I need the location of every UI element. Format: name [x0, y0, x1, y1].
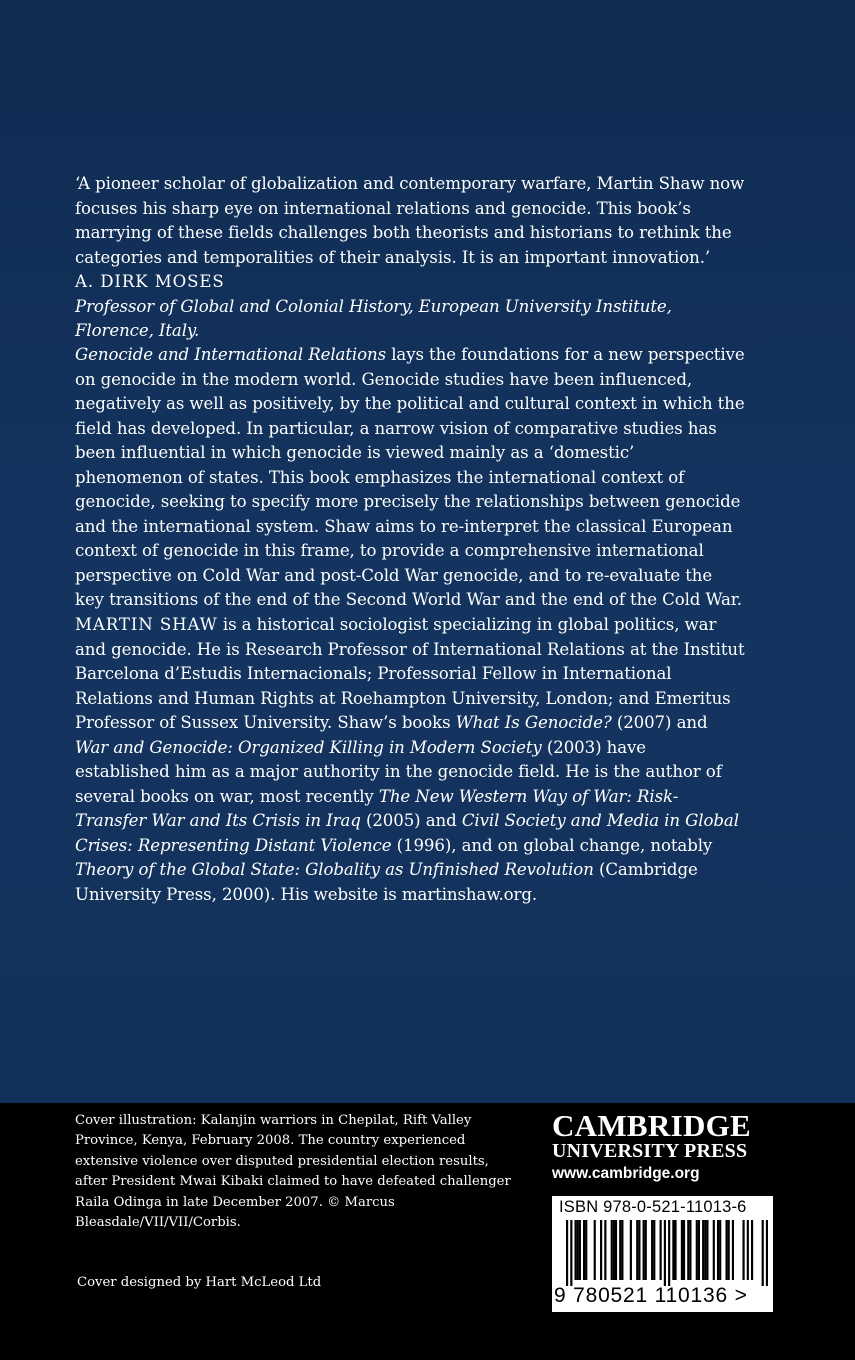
barcode-bar: [604, 1220, 606, 1280]
isbn-label: ISBN 978-0-521-11013-6: [559, 1198, 747, 1216]
barcode-bar: [704, 1220, 706, 1280]
barcode-bar: [762, 1220, 764, 1286]
bio-text-5: (1996), and on global change, notably: [391, 835, 713, 855]
barcode-bar: [766, 1220, 768, 1286]
publisher-logo: [552, 1109, 776, 1183]
book-title: Genocide and International Relations: [75, 345, 387, 364]
barcode-bar: [566, 1220, 568, 1286]
barcode-bar: [583, 1220, 585, 1280]
barcode-bar: [630, 1220, 632, 1280]
barcode-bar: [687, 1220, 689, 1280]
barcode-bar: [585, 1220, 587, 1280]
barcode-bar: [696, 1220, 698, 1280]
book-description: [75, 343, 745, 613]
barcode-digits: 9 780521 110136 >: [554, 1284, 748, 1307]
cover-lower-panel: [0, 1103, 855, 1360]
barcode-bar: [600, 1220, 602, 1280]
barcode-bar: [570, 1220, 572, 1286]
bio-book-2: War and Genocide: Organized Killing in Modern Society: [75, 737, 542, 757]
barcode-bar: [636, 1220, 638, 1280]
bio-text-4: (2005) and: [360, 811, 462, 830]
barcode-bar: [579, 1220, 581, 1280]
barcode-bar: [732, 1220, 734, 1280]
bio-book-5: Theory of the Global State: Globality as Unfinished Revolution: [75, 860, 594, 879]
bio-text-6: (Cambridge University Press, 2000). His website is martinshaw.org.: [75, 860, 698, 904]
endorsement-quote: ‘A pioneer scholar of globalization and contemporary warfare, Martin Shaw now focuses his sharp eye on international relations and genocide. This book’s marrying of these fields challenges both theorists and historians to rethink the categories and temporalities of their analysis. It is an important innovation.’: [75, 174, 745, 267]
barcode-bar: [651, 1220, 653, 1280]
barcode-bar: [681, 1220, 683, 1280]
barcode-bar: [653, 1220, 655, 1280]
barcode-bars: [566, 1220, 768, 1286]
endorsement-author: A. DIRK MOSES: [75, 272, 225, 291]
cover-illustration-credit: Cover illustration: Kalanjin warriors in Chepilat, Rift Valley Province, Kenya, February 2008. The country experienced extensive violence over disputed presidential election results, after President Mwai Kibaki claimed to have defeated challenger Raila Odinga in late December 2007. © Marcus Bleasdale/VII/VII/Corbis.: [75, 1113, 511, 1231]
publisher-website: www.cambridge.org: [552, 1165, 700, 1182]
endorsement: [75, 172, 745, 344]
barcode-bar: [698, 1220, 700, 1280]
publisher-subtitle: UNIVERSITY PRESS: [552, 1140, 748, 1162]
barcode-bar: [660, 1220, 662, 1280]
barcode-bar: [689, 1220, 691, 1280]
barcode-bar: [742, 1220, 744, 1280]
bio-book-4: Civil Society and Media in Global Crises: Representing Distant Violence: [75, 811, 739, 855]
publisher-name: CAMBRIDGE: [552, 1108, 752, 1143]
barcode-bar: [702, 1220, 704, 1280]
barcode-bar: [683, 1220, 685, 1280]
author-bio: [75, 613, 745, 907]
barcode-bar: [611, 1220, 613, 1280]
barcode-bar: [643, 1220, 645, 1280]
barcode-bar: [706, 1220, 708, 1280]
barcode-bar: [619, 1220, 621, 1280]
barcode-bar: [645, 1220, 647, 1280]
barcode-bar: [672, 1220, 674, 1280]
bio-book-3: The New Western Way of War: Risk-Transfer War and Its Crisis in Iraq: [75, 786, 679, 830]
barcode-bar: [594, 1220, 596, 1280]
isbn-barcode: [552, 1196, 773, 1312]
barcode-bar: [728, 1220, 730, 1280]
bio-text-3: (2003) have established him as a major authority in the genocide field. He is the author of several books on war, most recently: [75, 737, 722, 806]
barcode-bar: [638, 1220, 640, 1280]
cover-designer-credit: Cover designed by Hart McLeod Ltd: [77, 1275, 322, 1290]
bio-text-2: (2007) and: [611, 713, 708, 732]
author-name: MARTIN SHAW: [75, 615, 218, 634]
barcode-bar: [747, 1220, 749, 1280]
barcode-bar: [751, 1220, 753, 1280]
barcode-bar: [577, 1220, 579, 1280]
barcode-bar: [725, 1220, 727, 1280]
endorsement-affiliation: Professor of Global and Colonial History, European University Institute, Florence, Italy.: [75, 296, 672, 340]
barcode-bar: [713, 1220, 715, 1280]
barcode-bar: [664, 1220, 666, 1286]
barcode-bar: [717, 1220, 719, 1280]
barcode-bar: [674, 1220, 676, 1280]
barcode-bar: [621, 1220, 623, 1280]
bio-book-1: What Is Genocide?: [455, 713, 612, 732]
barcode-bar: [668, 1220, 670, 1286]
bio-text-1: is a historical sociologist specializing in global politics, war and genocide. He is Research Professor of International Relations at the Institut Barcelona d’Estudis Internacionals; Professorial Fellow in International Relations and Human Rights at Roehampton University, London; and Emeritus Professor of Sussex University. Shaw’s books: [75, 615, 745, 732]
book-description-text: lays the foundations for a new perspective on genocide in the modern world. Genocide studies have been influenced, negatively as well as positively, by the political and cultural context in which the field has developed. In particular, a narrow vision of comparative studies has been influential in which genocide is viewed mainly as a ‘domestic’ phenomenon of states. This book emphasizes the international context of genocide, seeking to specify more precisely the relationships between genocide and the international system. Shaw aims to re-interpret the classical European context of genocide in this frame, to provide a comprehensive international perspective on Cold War and post-Cold War genocide, and to re-evaluate the key transitions of the end of the Second World War and the end of the Cold War.: [75, 345, 745, 609]
barcode-bar: [615, 1220, 617, 1280]
barcode-bar: [575, 1220, 577, 1280]
barcode-bar: [719, 1220, 721, 1280]
barcode-bar: [613, 1220, 615, 1280]
